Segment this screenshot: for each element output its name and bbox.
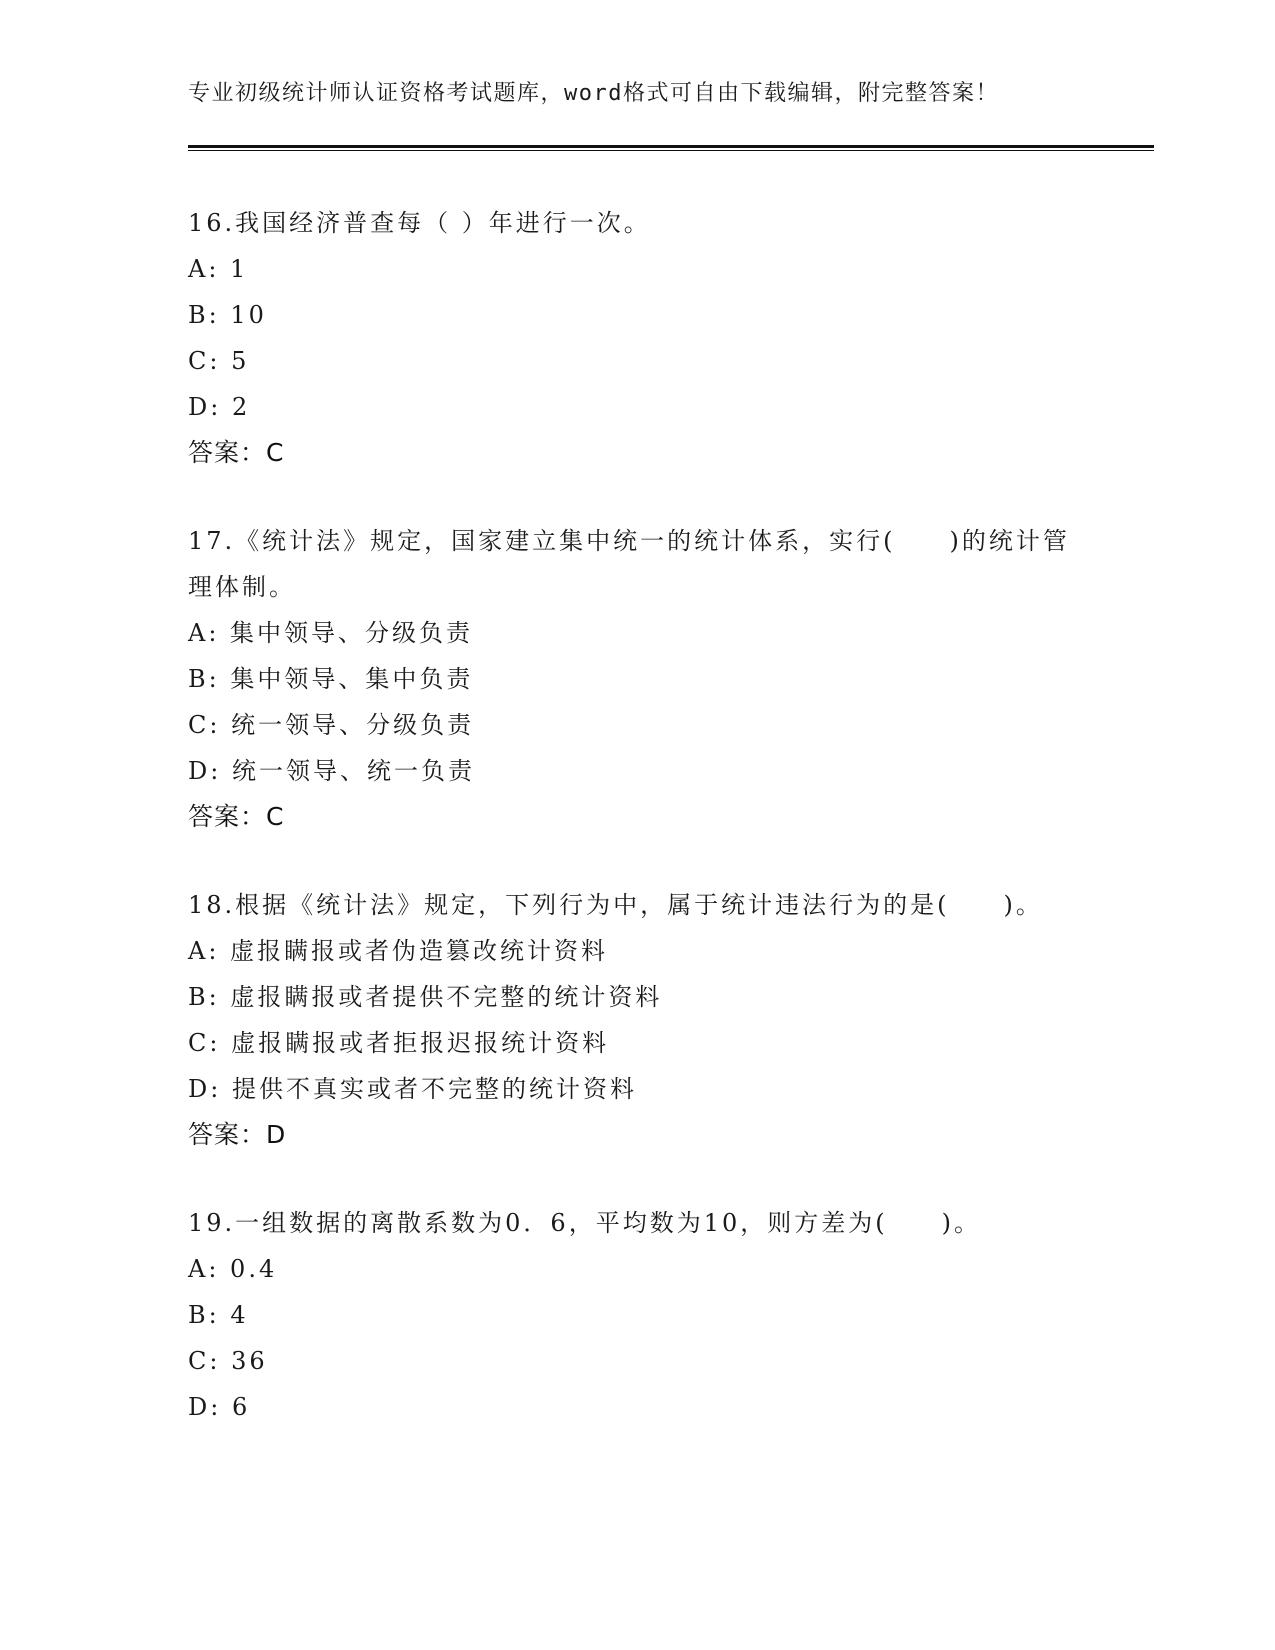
option-c: C: 统一领导、分级负责 [188,711,475,739]
question-17 [188,518,1088,840]
question-16 [188,200,1088,476]
question-text: 16.我国经济普查每（ ）年进行一次。 [188,209,651,237]
option-d: D: 提供不真实或者不完整的统计资料 [188,1075,637,1103]
question-list [188,200,1088,1472]
option-d: D: 2 [188,393,251,421]
option-c: C: 5 [188,347,250,375]
answer: 答案：D [188,1120,287,1149]
question-18 [188,882,1088,1158]
question-text: 18.根据《统计法》规定，下列行为中，属于统计违法行为的是( )。 [188,891,1043,919]
question-text: 17.《统计法》规定，国家建立集中统一的统计体系，实行( )的统计管理体制。 [188,527,1070,601]
option-b: B: 虚报瞒报或者提供不完整的统计资料 [188,983,663,1011]
header-rule-thin [188,150,1154,151]
option-a: A: 0.4 [188,1255,278,1283]
option-d: D: 统一领导、统一负责 [188,757,475,785]
option-c: C: 36 [188,1347,268,1375]
option-b: B: 10 [188,301,267,329]
option-b: B: 4 [188,1301,249,1329]
answer: 答案：C [188,802,285,831]
option-a: A: 集中领导、分级负责 [188,619,474,647]
option-c: C: 虚报瞒报或者拒报迟报统计资料 [188,1029,610,1057]
header-rule-thick [188,145,1154,148]
header-title: 专业初级统计师认证资格考试题库，word格式可自由下载编辑，附完整答案！ [188,81,999,106]
option-d: D: 6 [188,1393,251,1421]
option-a: A: 1 [188,255,249,283]
option-a: A: 虚报瞒报或者伪造篡改统计资料 [188,937,609,965]
option-b: B: 集中领导、集中负责 [188,665,474,693]
answer: 答案：C [188,438,285,467]
question-text: 19.一组数据的离散系数为0．6，平均数为10，则方差为( )。 [188,1209,981,1237]
question-19 [188,1200,1088,1430]
